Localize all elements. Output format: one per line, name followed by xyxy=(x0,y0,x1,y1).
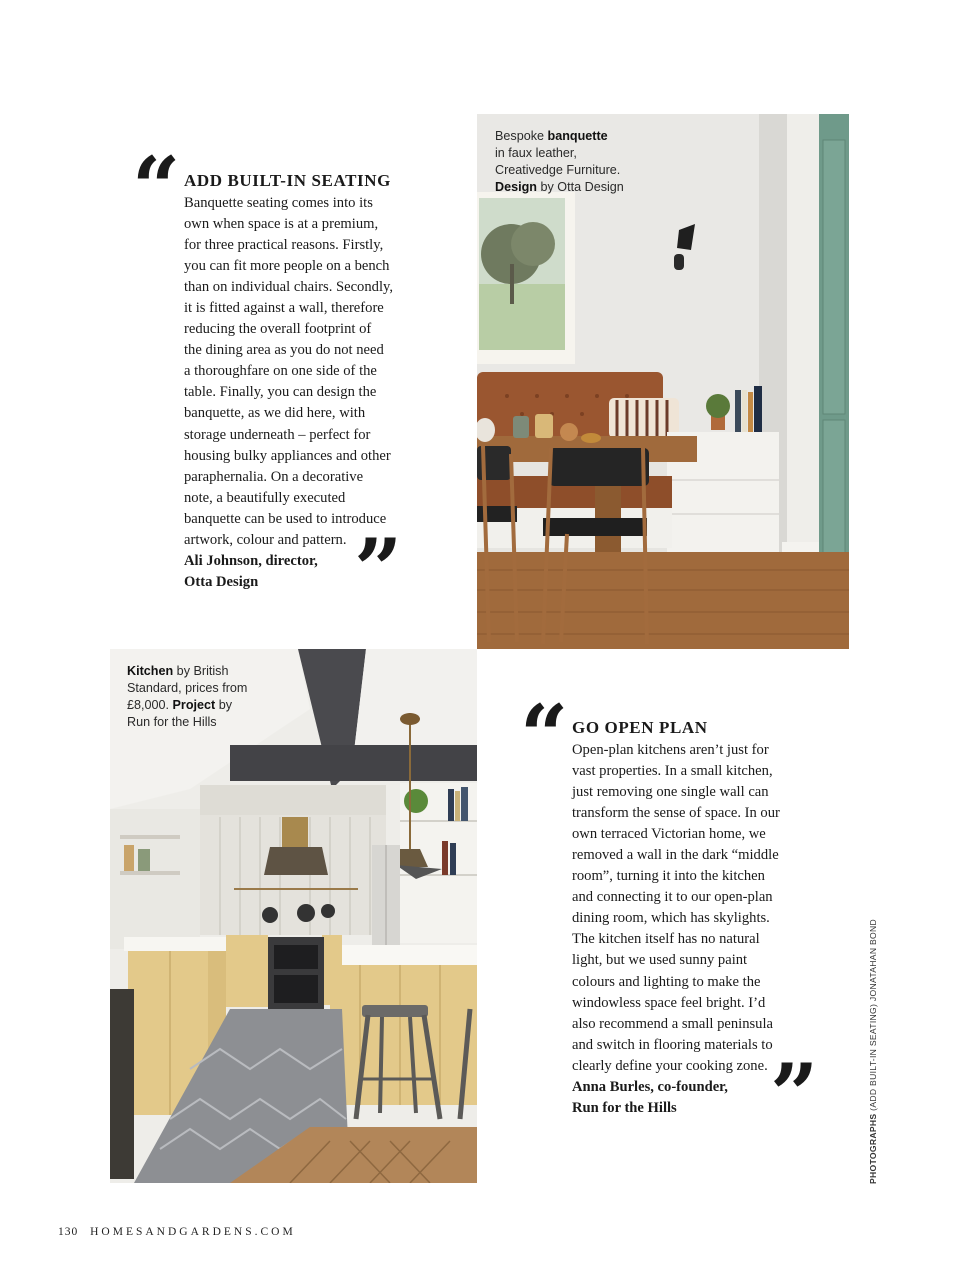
body-line: than on individual chairs. Secondly, xyxy=(184,279,394,296)
body-line: removed a wall in the dark “middle xyxy=(572,847,779,864)
caption-line: Run for the Hills xyxy=(127,715,217,729)
open-quote-mark: “ xyxy=(132,138,181,237)
body-line: a thoroughfare on one side of the xyxy=(184,363,377,380)
body-line: room”, turning it into the kitchen xyxy=(572,868,765,885)
body-line: own when space is at a premium, xyxy=(184,216,379,233)
body-line: vast properties. In a small kitchen, xyxy=(572,763,773,780)
body-line: Open-plan kitchens aren’t just for xyxy=(572,742,769,758)
caption-line: in faux leather, xyxy=(495,146,577,160)
kitchen-caption xyxy=(127,663,247,731)
attribution-company: Otta Design xyxy=(184,573,259,590)
body-line: storage underneath – perfect for xyxy=(184,426,371,443)
banquette-photo xyxy=(477,114,849,649)
body-line: reducing the overall footprint of xyxy=(184,321,372,338)
section-heading-open-plan: GO OPEN PLAN xyxy=(572,718,708,737)
open-plan-body-text xyxy=(572,740,780,1119)
body-line: it is fitted against a wall, therefore xyxy=(184,300,384,317)
body-line: table. Finally, you can design the xyxy=(184,384,377,401)
body-line: the dining area as you do not need xyxy=(184,342,384,359)
body-line: colours and lighting to make the xyxy=(572,973,761,990)
caption-line: Design by Otta Design xyxy=(495,180,624,194)
caption-line: Creativedge Furniture. xyxy=(495,163,621,177)
caption-line: Standard, prices from xyxy=(127,681,248,695)
caption-line: Bespoke banquette xyxy=(495,129,608,143)
body-line: banquette, as we did here, with xyxy=(184,405,366,422)
open-quote-mark: “ xyxy=(520,686,569,785)
body-line: note, a beautifully executed xyxy=(184,489,346,506)
kitchen-photo xyxy=(110,649,477,1183)
close-quote-mark: ” xyxy=(354,520,403,619)
attribution-company: Run for the Hills xyxy=(572,1099,677,1116)
body-line: light, but we used sunny paint xyxy=(572,952,748,969)
page-folio xyxy=(58,1226,296,1238)
caption-line: Kitchen by British xyxy=(127,664,229,678)
page-number: 130 xyxy=(58,1226,79,1238)
body-line: artwork, colour and pattern. xyxy=(184,531,347,548)
body-line: Banquette seating comes into its xyxy=(184,195,373,211)
body-line: windowless space feel bright. I’d xyxy=(572,994,766,1011)
body-line: dining room, which has skylights. xyxy=(572,910,770,927)
body-line: you can fit more people on a bench xyxy=(184,258,390,275)
close-quote-mark: ” xyxy=(770,1045,819,1144)
body-line: and connecting it to our open-plan xyxy=(572,889,773,906)
body-line: paraphernalia. On a decorative xyxy=(184,468,364,485)
banquette-caption xyxy=(495,128,624,196)
body-line: also recommend a small peninsula xyxy=(572,1015,774,1032)
body-line: just removing one single wall can xyxy=(572,784,769,801)
body-line: clearly define your cooking zone. xyxy=(572,1057,768,1074)
attribution-name: Ali Johnson, director, xyxy=(184,552,318,569)
body-line: The kitchen itself has no natural xyxy=(572,931,760,948)
attribution-name: Anna Burles, co-founder, xyxy=(572,1078,728,1095)
body-line: own terraced Victorian home, we xyxy=(572,826,766,843)
body-line: for three practical reasons. Firstly, xyxy=(184,237,384,254)
body-line: banquette can be used to introduce xyxy=(184,510,387,527)
body-line: transform the sense of space. In our xyxy=(572,805,780,822)
caption-line: £8,000. Project by xyxy=(127,698,233,712)
body-line: and switch in flooring materials to xyxy=(572,1036,773,1053)
photo-credit: PHOTOGRAPHS (ADD BUILT-IN SEATING) JONATAHAN BOND xyxy=(868,918,878,1184)
body-line: housing bulky appliances and other xyxy=(184,447,391,464)
website-url: HOMESANDGARDENS.COM xyxy=(90,1226,296,1238)
section-heading-seating: ADD BUILT-IN SEATING xyxy=(184,171,391,190)
